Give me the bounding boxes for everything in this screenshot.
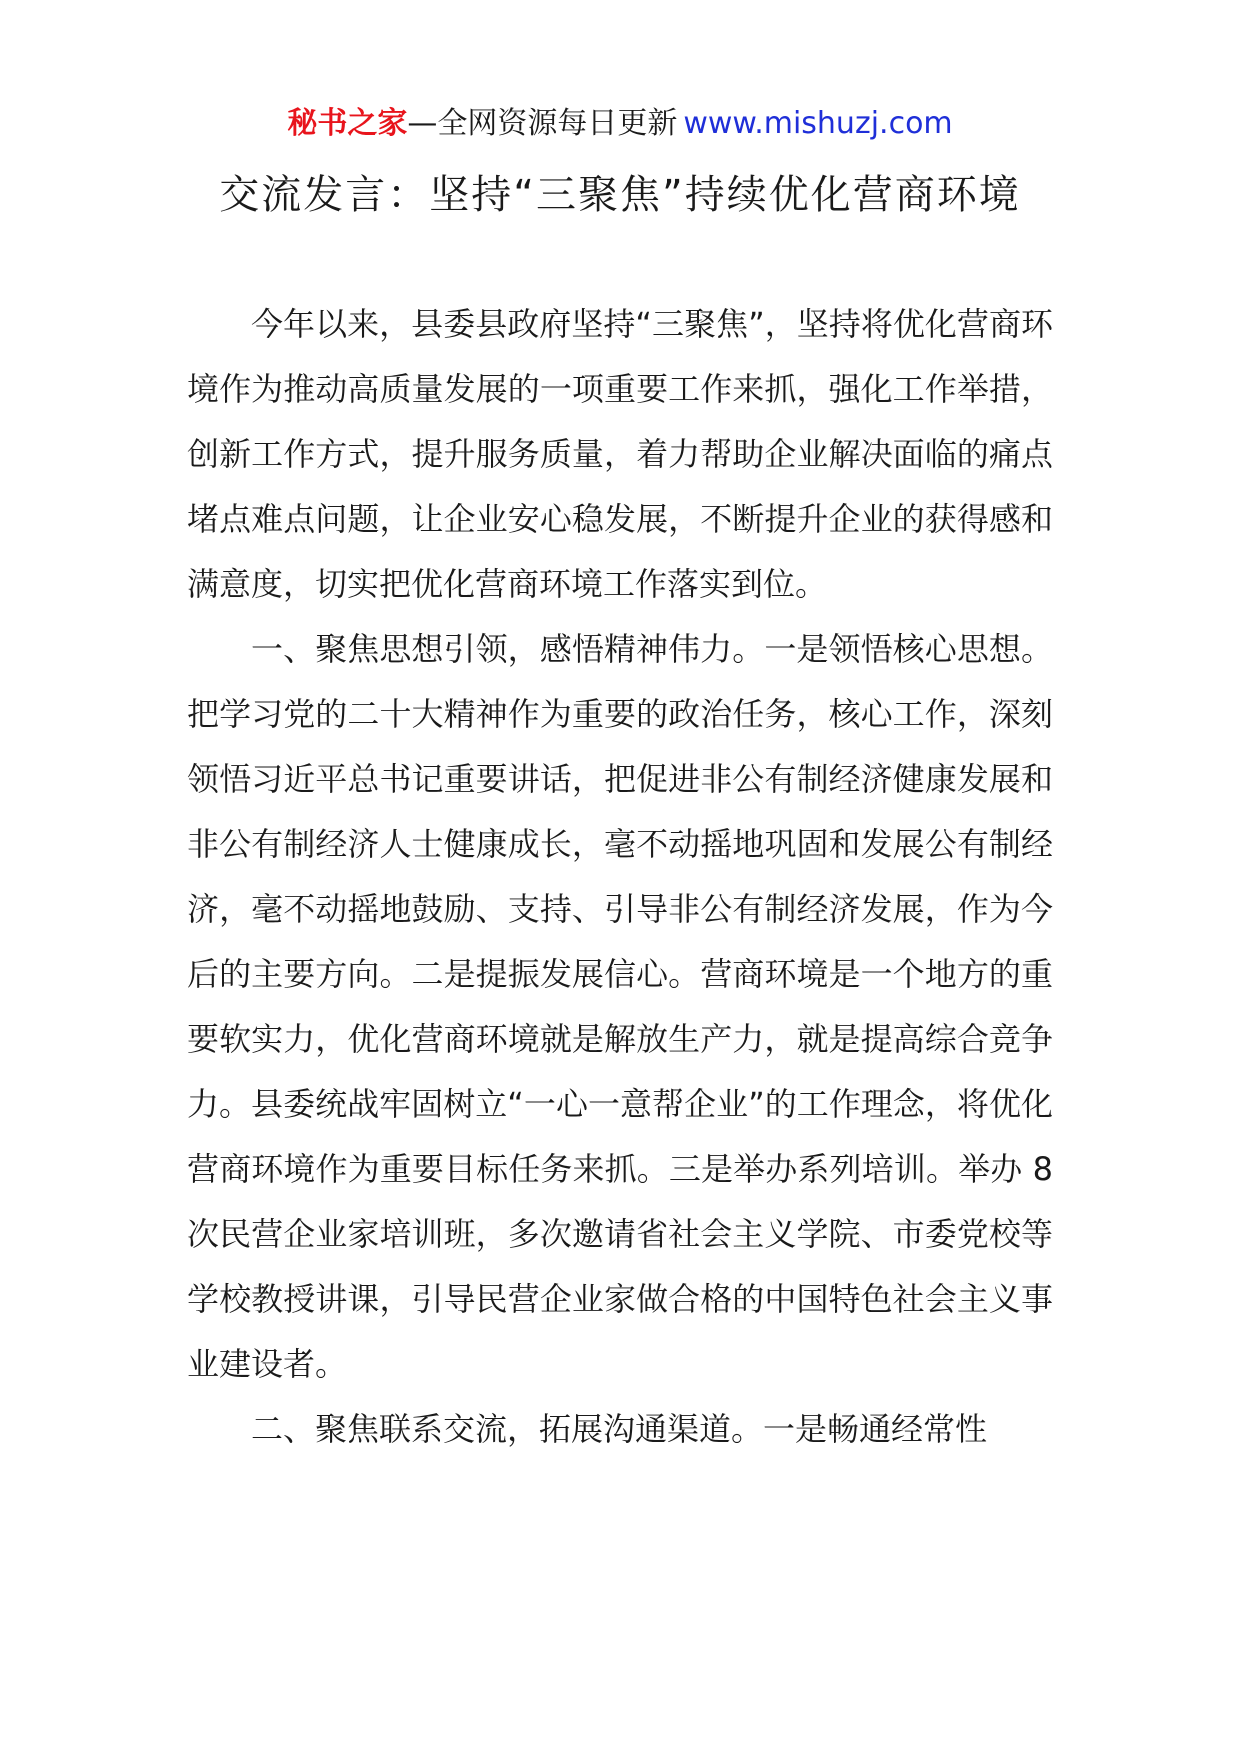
- paragraph-text: 今年以来，县委县政府坚持“三聚焦”，坚持将优化营商环境作为推动高质量发展的一项重要工作来抓，强化工作举措，创新工作方式，提升服务质量，着力帮助企业解决面临的痛点堵点难点问题，让企业安心稳发展，不断提升企业的获得感和满意度，切实把优化营商环境工作落实到位。: [187, 305, 1053, 603]
- site-tagline: —全网资源每日更新: [407, 106, 678, 141]
- paragraph-text: 一是领悟核心思想。把学习党的二十大精神作为重要的政治任务，核心工作，深刻领悟习近平总书记重要讲话，把促进非公有制经济健康发展和非公有制经济人士健康成长，毫不动摇地巩固和发展公有制经济，毫不动摇地鼓励、支持、引导非公有制经济发展，作为今后的主要方向。二是提振发展信心。营商环境是一个地方的重要软实力，优化营商环境就是解放生产力，就是提高综合竞争力。县委统战牢固树立“一心一意帮企业”的工作理念，将优化营商环境作为重要目标任务来抓。三是举办系列培训。举办 8 次民营企业家培训班，多次邀请省社会主义学院、市委党校等学校教授讲课，引导民营企业家做合格的中国特色社会主义事业建设者。: [187, 630, 1053, 1383]
- site-url-link[interactable]: www.mishuzj.com: [683, 106, 953, 141]
- paragraph-heading: 二、聚焦联系交流，拓展沟通渠道。: [251, 1410, 764, 1448]
- document-body: [187, 292, 1053, 1462]
- paragraph-section-2: [187, 1397, 1053, 1462]
- paragraph-intro: [187, 292, 1053, 617]
- paragraph-text: 一是畅通经常性: [763, 1410, 988, 1448]
- site-header: [0, 104, 1240, 144]
- site-brand: 秘书之家: [287, 106, 408, 141]
- paragraph-section-1: [187, 617, 1053, 1397]
- document-title: 交流发言：坚持“三聚焦”持续优化营商环境: [219, 172, 1021, 218]
- paragraph-heading: 一、聚焦思想引领，感悟精神伟力。: [251, 630, 765, 668]
